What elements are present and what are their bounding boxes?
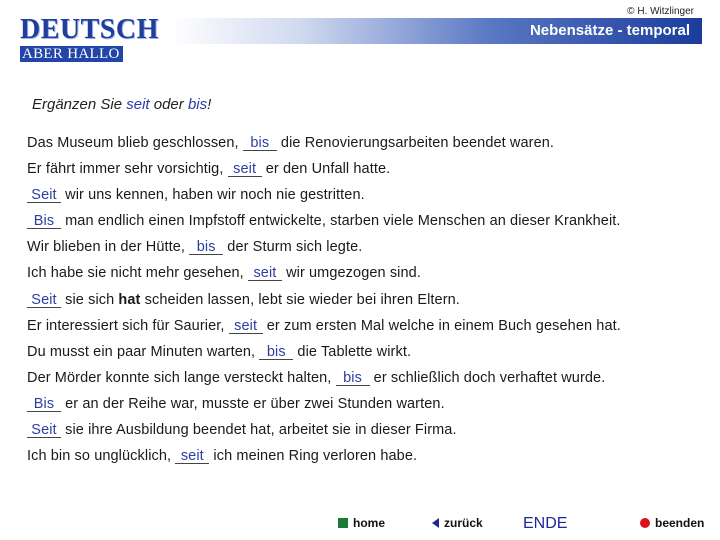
sentence bbox=[27, 135, 717, 161]
answer-blank[interactable]: bis bbox=[243, 136, 277, 151]
answer-blank[interactable]: seit bbox=[248, 266, 282, 281]
quit-label: beenden bbox=[655, 516, 705, 530]
sentence-text-before: Du musst ein paar Minuten warten, bbox=[27, 343, 260, 360]
sentence-text-before: Ich bin so unglücklich, bbox=[27, 448, 176, 465]
sentence bbox=[27, 396, 717, 422]
sentence bbox=[27, 370, 717, 396]
sentence-text-after: sie sich bbox=[61, 291, 119, 308]
answer-blank[interactable]: Bis bbox=[27, 214, 61, 229]
sentence-text-after: scheiden lassen, lebt sie wieder bei ihren Eltern. bbox=[140, 291, 460, 308]
square-icon bbox=[338, 518, 348, 528]
instruction bbox=[32, 96, 211, 113]
sentence-text-before: Der Mörder konnte sich lange versteckt halten, bbox=[27, 369, 336, 386]
sentence-text-after: er den Unfall hatte. bbox=[261, 161, 391, 178]
answer-blank[interactable]: bis bbox=[336, 371, 370, 386]
sentence-text-before: Er fährt immer sehr vorsichtig, bbox=[27, 161, 228, 178]
sentence-text-after: wir uns kennen, haben wir noch nie gestritten. bbox=[61, 187, 365, 204]
sentence-text-after: sie ihre Ausbildung beendet hat, arbeitet sie in dieser Firma. bbox=[61, 422, 457, 439]
answer-blank[interactable]: seit bbox=[229, 319, 263, 334]
end-link[interactable]: ENDE bbox=[523, 515, 568, 532]
sentence-text-after: die Tablette wirkt. bbox=[293, 343, 412, 360]
sentence-text-before: Wir blieben in der Hütte, bbox=[27, 239, 190, 256]
sentence bbox=[27, 213, 717, 239]
instruction-suffix: ! bbox=[207, 96, 212, 113]
sentence bbox=[27, 292, 717, 318]
sentence-text-before: Das Museum blieb geschlossen, bbox=[27, 135, 243, 151]
instruction-prefix: Ergänzen Sie bbox=[32, 96, 127, 113]
answer-blank[interactable]: bis bbox=[259, 345, 293, 360]
sentence-text-after: ich meinen Ring verloren habe. bbox=[209, 448, 418, 465]
sentence bbox=[27, 265, 717, 291]
quit-button[interactable] bbox=[640, 516, 704, 530]
sentence bbox=[27, 422, 717, 448]
option-bis: bis bbox=[187, 96, 208, 113]
sentence-text-before: Ich habe sie nicht mehr gesehen, bbox=[27, 265, 248, 282]
sentence bbox=[27, 239, 717, 265]
sentence-text-after: man endlich einen Impfstoff entwickelte, starben viele Menschen an dieser Krankheit. bbox=[61, 213, 621, 230]
circle-icon bbox=[640, 518, 650, 528]
instruction-middle: oder bbox=[149, 96, 188, 113]
sentence bbox=[27, 448, 717, 474]
copyright-notice: © H. Witzlinger bbox=[627, 6, 694, 17]
answer-blank[interactable]: bis bbox=[189, 240, 223, 255]
sentence bbox=[27, 318, 717, 344]
answer-blank[interactable]: seit bbox=[228, 162, 262, 177]
option-seit: seit bbox=[126, 96, 150, 113]
answer-blank[interactable]: Seit bbox=[27, 188, 61, 203]
sentence-text-after: er zum ersten Mal welche in einem Buch gesehen hat. bbox=[262, 317, 621, 334]
answer-blank[interactable]: Seit bbox=[27, 423, 61, 438]
answer-blank[interactable]: seit bbox=[175, 449, 209, 464]
sentence-list bbox=[27, 135, 717, 474]
sentence-text-after: die Renovierungsarbeiten beendet waren. bbox=[276, 135, 555, 151]
answer-blank[interactable]: Bis bbox=[27, 397, 61, 412]
sentence-text-after: er an der Reihe war, musste er über zwei Stunden warten. bbox=[61, 395, 445, 412]
answer-blank[interactable]: Seit bbox=[27, 293, 61, 308]
sentence-text-after: wir umgezogen sind. bbox=[281, 265, 421, 282]
home-button[interactable] bbox=[338, 516, 385, 530]
back-button[interactable] bbox=[432, 516, 483, 530]
sentence bbox=[27, 161, 717, 187]
logo-sub-text: ABER HALLO bbox=[20, 46, 123, 62]
sentence bbox=[27, 344, 717, 370]
sentence-text-before: Er interessiert sich für Saurier, bbox=[27, 317, 229, 334]
sentence-text-after: der Sturm sich legte. bbox=[223, 239, 363, 256]
sentence bbox=[27, 187, 717, 213]
triangle-left-icon bbox=[432, 518, 439, 528]
sentence-text-bold: hat bbox=[118, 291, 141, 308]
home-label: home bbox=[353, 516, 386, 530]
page-title: Nebensätze - temporal bbox=[529, 22, 690, 39]
logo-main-text: DEUTSCH bbox=[20, 14, 159, 45]
sentence-text-after: er schließlich doch verhaftet wurde. bbox=[369, 369, 606, 386]
back-label: zurück bbox=[444, 516, 483, 530]
logo bbox=[20, 16, 170, 63]
title-bar bbox=[170, 18, 702, 44]
